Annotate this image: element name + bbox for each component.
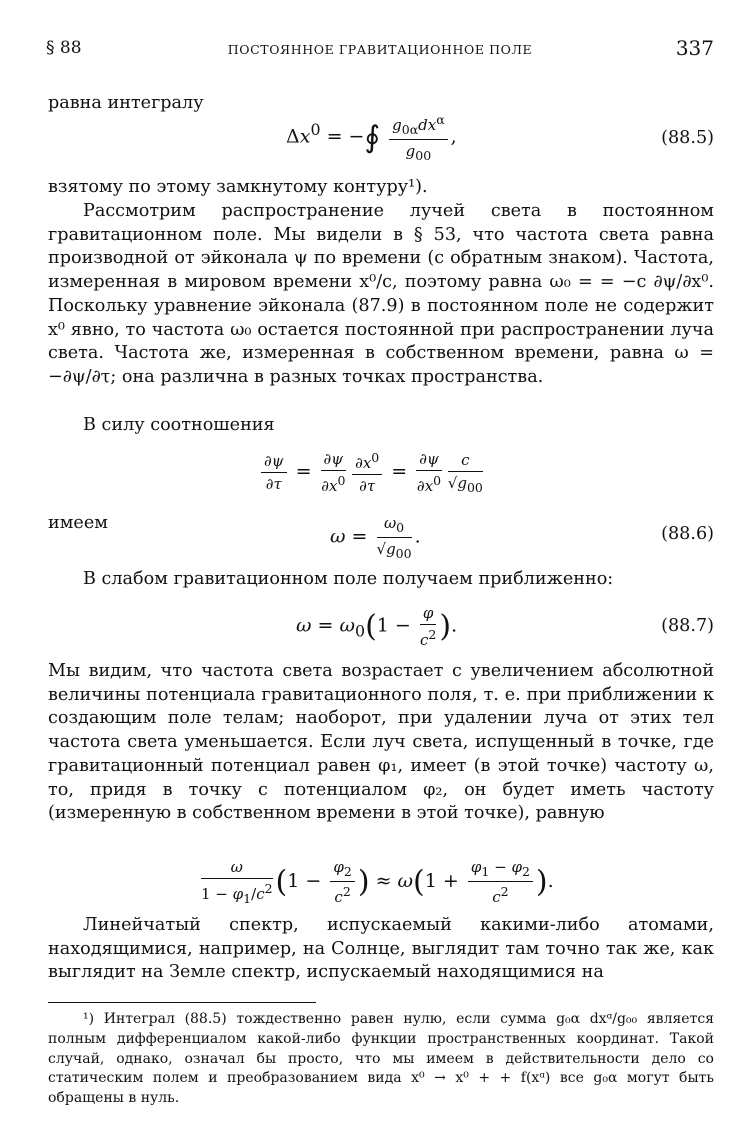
paragraph: взятому по этому замкнутому контуру¹). [48, 177, 428, 197]
paragraph: Линейчатый спектр, испускаемый какими-либо атомами, находящимися, например, на Солнце, выглядит там точно так же, как выглядит на Земле спектр, испускаемый находящимися на [48, 915, 714, 983]
equation-88-6: ω = $\frac{\omega_0}{√g_{00}}$ . [330, 514, 421, 561]
section-number: § 88 [46, 38, 82, 58]
paragraph: Мы видим, что частота света возрастает с увеличением абсолютной величины потенциала гравитационного поля, т. е. при приближении к создающим поле телам; наоборот, при удалении луча от этих тел частота света уменьшается. Если луч света, испущенный в точке, где гравитационный потенциал равен φ₁, имеет (в этой точке) частоту ω, то, придя в точку с потенциалом φ₂, он будет иметь частоту (измеренную в собственном времени в этой точке), равную [48, 661, 714, 824]
running-header [46, 36, 714, 66]
equation-88-5: $\Delta x^0$ = −∮ $\frac{g_{0\alpha}dx^\alpha}{g_{00}}$ , [286, 112, 457, 163]
equation-88-7: $\omega = \omega_0(1$ − $\frac{\varphi}{c^2}$ ). [296, 604, 458, 649]
footnote: ¹) Интеграл (88.5) тождественно равен нулю, если сумма g₀α dxᵅ/g₀₀ является полным дифференциалом какой-либо функции пространственных координат. Такой случай, однако, означал бы просто, что мы имеем в действительности дело со статическим полем и преобразованием вида x⁰ → x⁰ + + f(xᵅ) все g₀α могут быть обращены в нуль. [48, 1011, 714, 1107]
equation-frequency-shift: $\frac{\omega}{1 - \varphi_1/c^2}$ (1 − $\frac{\varphi_2}{c^2}$ ) ≈ ω(1 + $\frac{\varphi_1 - \varphi_2}{c^2}$ ). [201, 858, 554, 906]
footnote-divider [48, 1002, 316, 1003]
paragraph: Рассмотрим распространение лучей света в постоянном гравитационном поле. Мы видели в § 53, что частота света равна производной от эйконала ψ по времени (с обратным знаком). Частота, измеренная в мировом времени x⁰/c, поэтому равна ω₀ = = −c ∂ψ/∂x⁰. Поскольку уравнение эйконала (87.9) в постоянном поле не содержит x⁰ явно, то частота ω₀ остается постоянной при распространении луча света. Частота же, измеренная в собственном времени, равна ω = −∂ψ/∂τ; она различна в разных точках пространства. [48, 201, 714, 387]
header-title: ПОСТОЯННОЕ ГРАВИТАЦИОННОЕ ПОЛЕ [227, 42, 533, 57]
equation-number: (88.7) [661, 616, 714, 636]
paragraph: В слабом гравитационном поле получаем приближенно: [83, 569, 614, 589]
equation-number: (88.6) [661, 524, 714, 544]
equation-relation: $\frac{\partial\psi}{\partial\tau}$ = $\frac{\partial\psi}{\partial x^0}$ $\frac{\partial x^0}{\partial\tau}$ = $\frac{\partial\psi}{\partial x^0}$ $\frac{c}{√g_{00}}$ [258, 450, 486, 495]
paragraph: равна интегралу [48, 93, 204, 113]
paragraph: В силу соотношения [83, 415, 275, 435]
equation-number: (88.5) [661, 128, 714, 148]
page-number: 337 [675, 36, 714, 60]
paragraph: имеем [48, 513, 108, 533]
